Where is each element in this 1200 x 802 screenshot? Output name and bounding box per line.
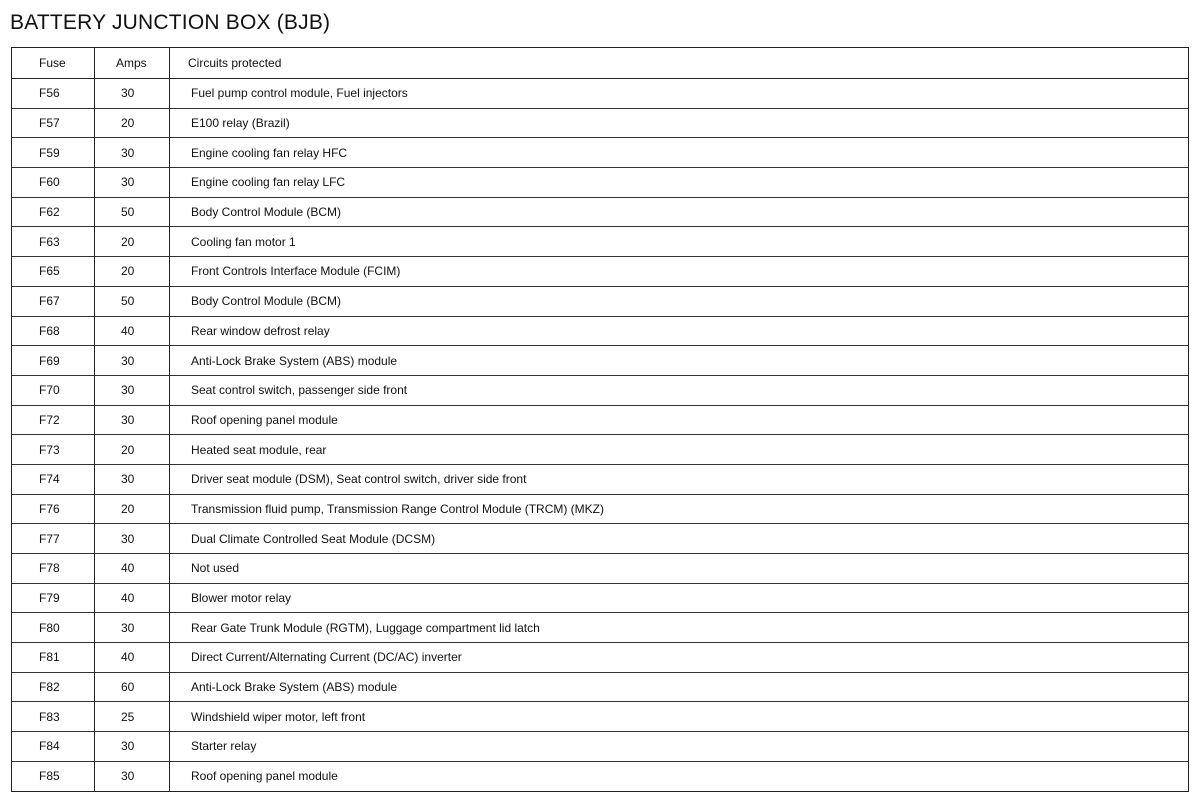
- amps-cell: 40: [95, 643, 170, 673]
- amps-cell: 20: [95, 435, 170, 465]
- fuse-cell: F67: [12, 286, 95, 316]
- circuit-cell: Body Control Module (BCM): [170, 286, 1189, 316]
- fuse-cell: F74: [12, 464, 95, 494]
- table-row: [12, 464, 1189, 494]
- amps-cell: 30: [95, 613, 170, 643]
- fuse-cell: F57: [12, 108, 95, 138]
- circuit-cell: Rear Gate Trunk Module (RGTM), Luggage compartment lid latch: [170, 613, 1189, 643]
- fuse-table: [11, 47, 1189, 792]
- circuit-cell: Not used: [170, 554, 1189, 584]
- circuit-cell: Roof opening panel module: [170, 405, 1189, 435]
- table-row: [12, 554, 1189, 584]
- amps-cell: 30: [95, 464, 170, 494]
- circuit-cell: Cooling fan motor 1: [170, 227, 1189, 257]
- circuit-cell: Seat control switch, passenger side front: [170, 375, 1189, 405]
- fuse-cell: F77: [12, 524, 95, 554]
- fuse-cell: F65: [12, 257, 95, 287]
- fuse-cell: F62: [12, 197, 95, 227]
- table-row: [12, 732, 1189, 762]
- fuse-cell: F83: [12, 702, 95, 732]
- table-header: [12, 48, 1189, 79]
- table-row: [12, 643, 1189, 673]
- table-row: [12, 613, 1189, 643]
- circuit-cell: Transmission fluid pump, Transmission Range Control Module (TRCM) (MKZ): [170, 494, 1189, 524]
- fuse-cell: F78: [12, 554, 95, 584]
- circuit-cell: Rear window defrost relay: [170, 316, 1189, 346]
- fuse-cell: F59: [12, 138, 95, 168]
- circuit-cell: Starter relay: [170, 732, 1189, 762]
- table-row: [12, 672, 1189, 702]
- fuse-cell: F72: [12, 405, 95, 435]
- fuse-cell: F60: [12, 168, 95, 198]
- amps-cell: 30: [95, 761, 170, 791]
- column-header-fuse: Fuse: [12, 48, 95, 79]
- fuse-cell: F73: [12, 435, 95, 465]
- circuit-cell: Windshield wiper motor, left front: [170, 702, 1189, 732]
- circuit-cell: Fuel pump control module, Fuel injectors: [170, 79, 1189, 109]
- amps-cell: 30: [95, 732, 170, 762]
- table-row: [12, 346, 1189, 376]
- table-row: [12, 494, 1189, 524]
- amps-cell: 30: [95, 346, 170, 376]
- table-row: [12, 138, 1189, 168]
- circuit-cell: Anti-Lock Brake System (ABS) module: [170, 346, 1189, 376]
- table-row: [12, 286, 1189, 316]
- amps-cell: 25: [95, 702, 170, 732]
- table-row: [12, 168, 1189, 198]
- table-row: [12, 702, 1189, 732]
- amps-cell: 30: [95, 138, 170, 168]
- fuse-cell: F70: [12, 375, 95, 405]
- amps-cell: 40: [95, 554, 170, 584]
- fuse-cell: F82: [12, 672, 95, 702]
- amps-cell: 30: [95, 524, 170, 554]
- fuse-cell: F56: [12, 79, 95, 109]
- amps-cell: 50: [95, 286, 170, 316]
- amps-cell: 60: [95, 672, 170, 702]
- circuit-cell: Body Control Module (BCM): [170, 197, 1189, 227]
- table-row: [12, 405, 1189, 435]
- amps-cell: 40: [95, 583, 170, 613]
- circuit-cell: Engine cooling fan relay HFC: [170, 138, 1189, 168]
- table-row: [12, 524, 1189, 554]
- fuse-cell: F79: [12, 583, 95, 613]
- amps-cell: 50: [95, 197, 170, 227]
- table-row: [12, 227, 1189, 257]
- circuit-cell: Front Controls Interface Module (FCIM): [170, 257, 1189, 287]
- amps-cell: 20: [95, 227, 170, 257]
- fuse-cell: F69: [12, 346, 95, 376]
- table-row: [12, 375, 1189, 405]
- amps-cell: 30: [95, 168, 170, 198]
- amps-cell: 20: [95, 257, 170, 287]
- circuit-cell: Driver seat module (DSM), Seat control switch, driver side front: [170, 464, 1189, 494]
- table-row: [12, 197, 1189, 227]
- table-row: [12, 257, 1189, 287]
- column-header-circuits: Circuits protected: [170, 48, 1189, 79]
- circuit-cell: Anti-Lock Brake System (ABS) module: [170, 672, 1189, 702]
- amps-cell: 30: [95, 375, 170, 405]
- header-row: [12, 48, 1189, 79]
- fuse-cell: F76: [12, 494, 95, 524]
- table-row: [12, 108, 1189, 138]
- fuse-cell: F81: [12, 643, 95, 673]
- column-header-amps: Amps: [95, 48, 170, 79]
- circuit-cell: Engine cooling fan relay LFC: [170, 168, 1189, 198]
- amps-cell: 20: [95, 108, 170, 138]
- table-row: [12, 435, 1189, 465]
- table-row: [12, 761, 1189, 791]
- table-row: [12, 316, 1189, 346]
- fuse-cell: F84: [12, 732, 95, 762]
- circuit-cell: Roof opening panel module: [170, 761, 1189, 791]
- circuit-cell: Dual Climate Controlled Seat Module (DCSM): [170, 524, 1189, 554]
- amps-cell: 40: [95, 316, 170, 346]
- table-body: [12, 79, 1189, 792]
- circuit-cell: Direct Current/Alternating Current (DC/AC) inverter: [170, 643, 1189, 673]
- table-row: [12, 79, 1189, 109]
- circuit-cell: E100 relay (Brazil): [170, 108, 1189, 138]
- page-title: BATTERY JUNCTION BOX (BJB): [10, 11, 331, 34]
- circuit-cell: Heated seat module, rear: [170, 435, 1189, 465]
- fuse-cell: F63: [12, 227, 95, 257]
- fuse-cell: F80: [12, 613, 95, 643]
- table-row: [12, 583, 1189, 613]
- fuse-cell: F68: [12, 316, 95, 346]
- circuit-cell: Blower motor relay: [170, 583, 1189, 613]
- amps-cell: 30: [95, 79, 170, 109]
- amps-cell: 30: [95, 405, 170, 435]
- fuse-cell: F85: [12, 761, 95, 791]
- amps-cell: 20: [95, 494, 170, 524]
